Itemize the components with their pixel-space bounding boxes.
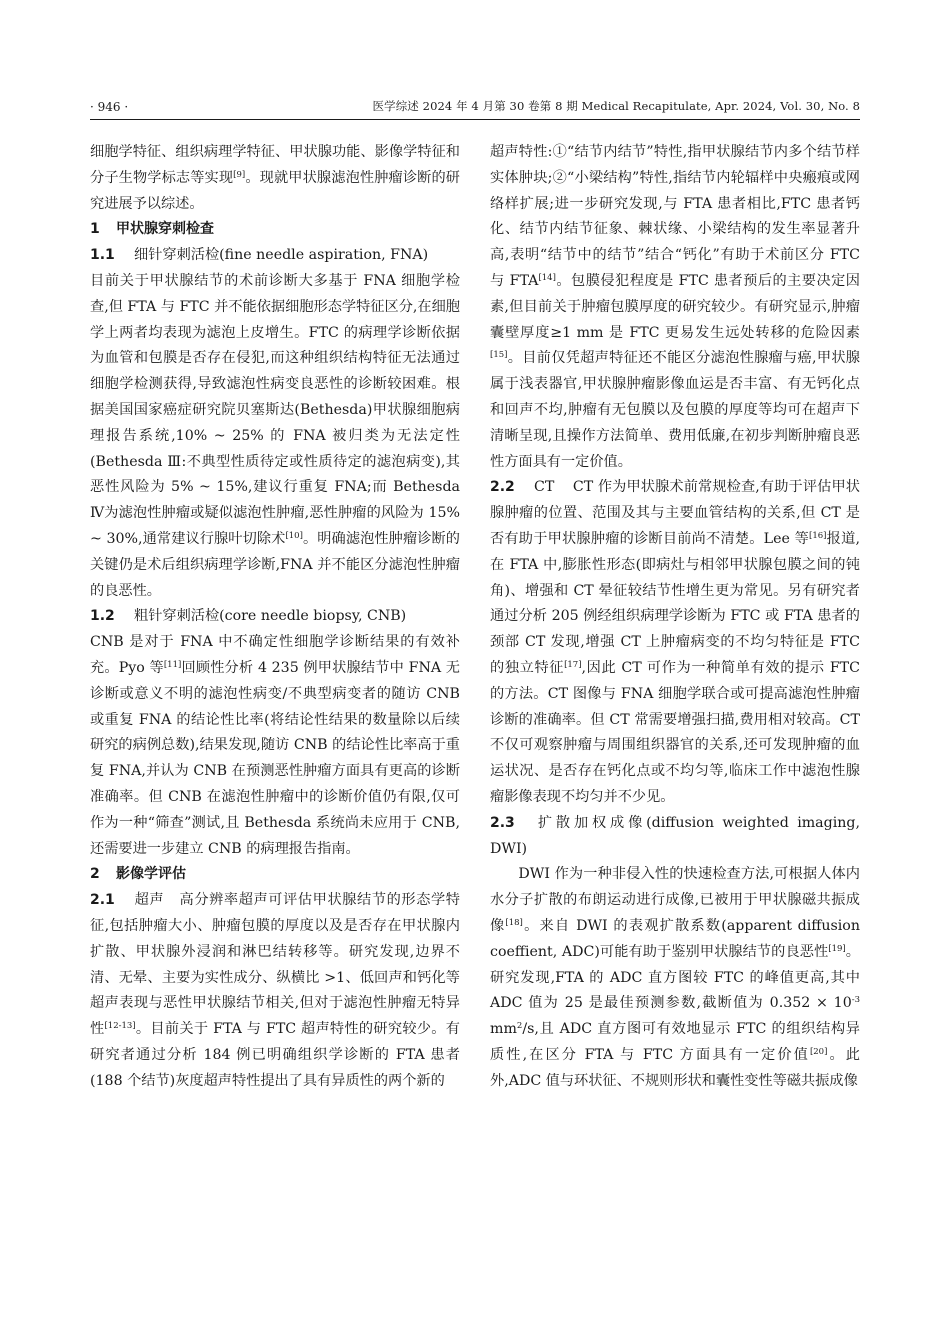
section-1-2-heading: 1.2 粗针穿刺活检(core needle biopsy, CNB) — [90, 608, 407, 625]
section-1-1-body: 目前关于甲状腺结节的术前诊断大多基于 FNA 细胞学检查,但 FTA 与 FTC 并不能依据细胞形态学特征区分,在细胞学上两者均表现为滤泡上皮增生。FTC 的病理学诊断依据为血管和包膜是否存在侵犯,而这种组织结构特征无法通过细胞学检测获得,导致滤泡性病变良恶性的诊断较困难。根据美国国家癌症研究院贝塞斯达(Bethesda)甲状腺细胞病理报告系统,10% ~ 25% 的 FNA 被归类为无法定性(Bethesda Ⅲ:不典型性质待定或性质待定的滤泡病变),其恶性风险为 5% ~ 15%,建议行重复 FNA;而 Bethesda Ⅳ为滤泡性肿瘤或疑似滤泡性肿瘤,恶性肿瘤的风险为 15% ~ 30%,通常建议行腺叶切除术[10]。明确滤泡性肿瘤诊断的关键仍是术后组织病理学诊断,FNA 并不能区分滤泡性肿瘤的良恶性。 — [90, 272, 460, 599]
section-2-1-title: 超声 — [134, 892, 165, 909]
page-number: · 946 · — [90, 100, 129, 114]
section-1-2-body: CNB 是对于 FNA 中不确定性细胞学诊断结果的有效补充。Pyo 等[11]回顾性分析 4 235 例甲状腺结节中 FNA 无诊断或意义不明的滤泡性病变/不典型病变者的随访 CNB 或重复 FNA 的结论性比率(将结论性结果的数量除以后续研究的病例总数),结果发现,随访 CNB 的结论性比率高于重复 FNA,并认为 CNB 在预测恶性肿瘤方面具有更高的诊断准确率。但 CNB 在滤泡性肿瘤中的诊断价值仍有限,仅可作为一种“筛查”测试,且 Bethesda 系统尚未应用于 CNB,还需要进一步建立 CNB 的病理报告指南。 — [90, 634, 460, 857]
intro-paragraph: 细胞学特征、组织病理学特征、甲状腺功能、影像学特征和分子生物学标志等实现[9]。现就甲状腺滤泡性肿瘤诊断的研究进展予以综述。 — [90, 144, 460, 212]
ultrasound-continued-body: 超声特性:①“结节内结节”特性,指甲状腺结节内多个结节样实体肿块;②“小梁结构”特性,指结节内轮辐样中央瘢痕或网络样扩展;进一步研究发现,与 FTA 患者相比,FTC 患者钙化、结节内结节征象、棘状缘、小梁结构的发生率显著升高,表明“结节中的结节”结合“钙化”有助于术前区分 FTC 与 FTA[14]。包膜侵犯程度是 FTC 患者预后的主要决定因素,但目前关于肿瘤包膜厚度的研究较少。有研究显示,肿瘤囊壁厚度≥1 mm 是 FTC 更易发生远处转移的危险因素[15]。目前仅凭超声特征还不能区分滤泡性腺瘤与癌,甲状腺属于浅表器官,甲状腺肿瘤影像血运是否丰富、有无钙化点和回声不均,肿瘤有无包膜以及包膜的厚度等均可在超声下清晰呈现,且操作方法简单、费用低廉,在初步判断肿瘤良恶性方面具有一定价值。 — [490, 144, 860, 470]
right-column — [490, 140, 860, 1094]
section-2-3-heading: 2.3 扩散加权成像(diffusion weighted imaging, DWI) — [490, 814, 860, 857]
page-header — [90, 98, 860, 120]
section-2-1-body: 2.1 超声 高分辨率超声可评估甲状腺结节的形态学特征,包括肿瘤大小、肿瘤包膜的厚度以及是否存在甲状腺内扩散、甲状腺外浸润和淋巴结转移等。研究发现,边界不清、无晕、主要为实性成分、纵横比 >1、低回声和钙化等超声表现与恶性甲状腺结节相关,但对于滤泡性肿瘤无特异性[12-13]。目前关于 FTA 与 FTC 超声特性的研究较少。有研究者通过分析 184 例已明确组织学诊断的 FTA 患者(188 个结节)灰度超声特性提出了具有异质性的两个新的 — [90, 892, 460, 1089]
left-column — [90, 140, 460, 1094]
journal-citation: 医学综述 2024 年 4 月第 30 卷第 8 期 Medical Recapitulate, Apr. 2024, Vol. 30, No. 8 — [372, 99, 860, 113]
section-1-1-heading: 1.1 细针穿刺活检(fine needle aspiration, FNA) — [90, 247, 429, 264]
section-2-3-body: DWI 作为一种非侵入性的快速检查方法,可根据人体内水分子扩散的布朗运动进行成像,已被用于甲状腺磁共振成像[18]。来自 DWI 的表观扩散系数(apparent diffusion coeffient, ADC)可能有助于鉴别甲状腺结节的良恶性[19]。研究发现,FTA 的 ADC 直方图较 FTC 的峰值更高,其中 ADC 值为 25 是最佳预测参数,截断值为 $0.352 \times 10^{-3}$ $mm^2/s$,且 ADC 直方图可有效地显示 FTC 的组织结构异质性,在区分 FTA 与 FTC 方面具有一定价值[20]。此外,ADC 值与环状征、不规则形状和囊性变性等磁共振成像 — [490, 866, 860, 1089]
section-1-heading: 1 甲状腺穿刺检查 — [90, 221, 214, 238]
section-2-heading: 2 影像学评估 — [90, 866, 186, 883]
section-2-2-body: 2.2 CT CT 作为甲状腺术前常规检查,有助于评估甲状腺肿瘤的位置、范围及其与主要血管结构的关系,但 CT 是否有助于甲状腺肿瘤的诊断目前尚不清楚。Lee 等[16]报道,在 FTA 中,膨胀性形态(即病灶与相邻甲状腺包膜之间的钝角)、增强和 CT 晕征较结节性增生更为常见。另有研究者通过分析 205 例经组织病理学诊断为 FTC 或 FTA 患者的颈部 CT 发现,增强 CT 上肿瘤病变的不均匀特征是 FTC 的独立特征[17],因此 CT 可作为一种简单有效的提示 FTC 的方法。CT 图像与 FNA 细胞学联合或可提高滤泡性肿瘤诊断的准确率。但 CT 常需要增强扫描,费用相对较高。CT 不仅可观察肿瘤与周围组织器官的关系,还可发现肿瘤的血运状况、是否存在钙化点或不均匀等,临床工作中滤泡性腺瘤影像表现不均匀并不少见。 — [490, 479, 861, 805]
section-2-2-title: CT — [534, 479, 555, 496]
